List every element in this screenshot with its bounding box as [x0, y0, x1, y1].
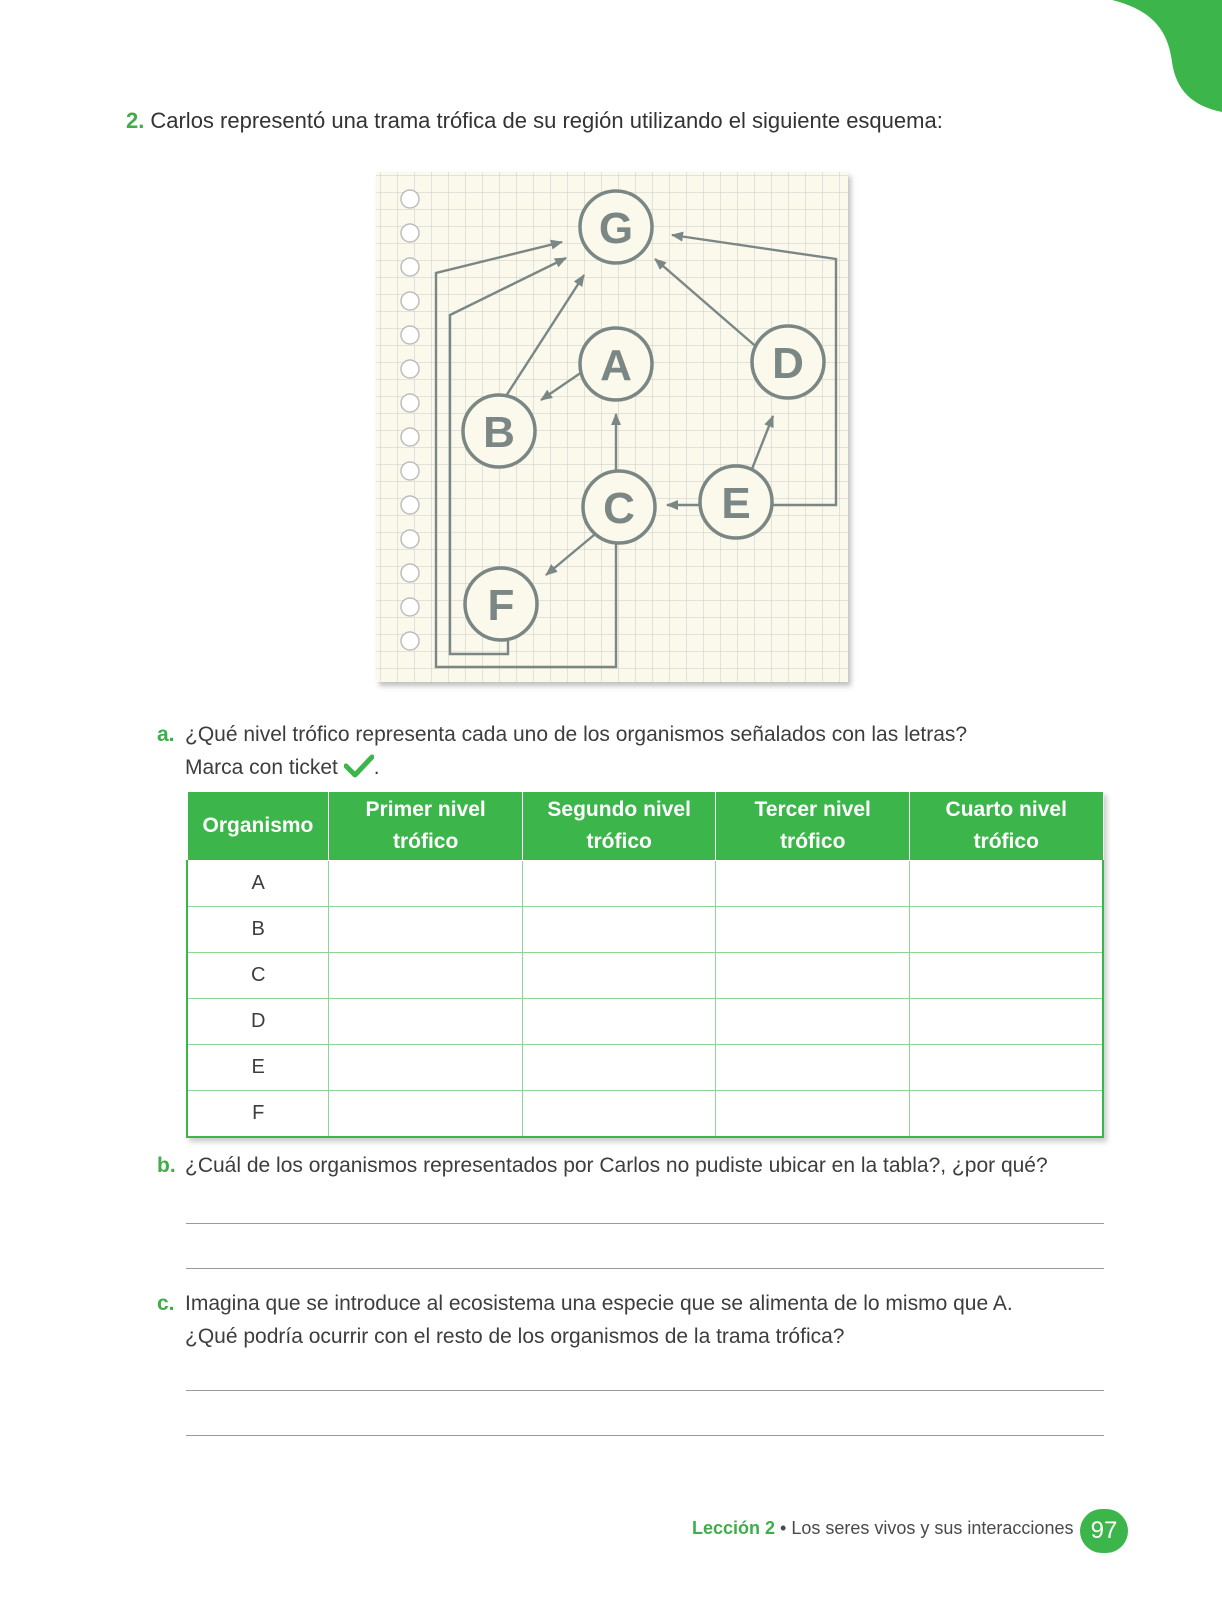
answer-cell[interactable]	[522, 1091, 716, 1138]
answer-cell[interactable]	[329, 907, 522, 953]
table-row	[187, 953, 1103, 999]
answer-cell[interactable]	[909, 999, 1103, 1045]
organism-label: F	[187, 1091, 329, 1138]
part-a	[157, 718, 967, 784]
header-organism: Organismo	[187, 792, 329, 861]
food-web-diagram	[376, 172, 848, 682]
answer-cell[interactable]	[716, 1045, 909, 1091]
page-footer	[692, 1518, 1073, 1539]
node-c	[583, 471, 655, 543]
answer-cell[interactable]	[522, 1045, 716, 1091]
answer-line-b1[interactable]	[186, 1223, 1104, 1224]
part-a-instruction: Marca con ticket	[185, 756, 338, 779]
answer-cell[interactable]	[909, 861, 1103, 907]
answer-cell[interactable]	[522, 953, 716, 999]
answer-cell[interactable]	[909, 953, 1103, 999]
table-row	[187, 1045, 1103, 1091]
answer-cell[interactable]	[716, 1091, 909, 1138]
organism-label: D	[187, 999, 329, 1045]
answer-line-c1[interactable]	[186, 1390, 1104, 1391]
part-b-question: ¿Cuál de los organismos representados por Carlos no pudiste ubicar en la tabla?, ¿por qué?	[185, 1154, 1048, 1177]
answer-cell[interactable]	[909, 1045, 1103, 1091]
organism-label: A	[187, 861, 329, 907]
header-level-2: Segundo nivel trófico	[522, 792, 716, 861]
answer-cell[interactable]	[716, 953, 909, 999]
organism-label: E	[187, 1045, 329, 1091]
answer-cell[interactable]	[329, 999, 522, 1045]
svg-text:E: E	[721, 479, 751, 528]
answer-cell[interactable]	[909, 1091, 1103, 1138]
answer-cell[interactable]	[329, 1091, 522, 1138]
footer-separator: •	[775, 1518, 792, 1538]
answer-cell[interactable]	[716, 907, 909, 953]
part-a-question: ¿Qué nivel trófico representa cada uno de los organismos señalados con las letras?	[185, 723, 968, 746]
answer-line-b2[interactable]	[186, 1268, 1104, 1269]
table-row	[187, 1091, 1103, 1138]
svg-text:G: G	[598, 204, 634, 253]
header-level-3: Tercer nivel trófico	[716, 792, 909, 861]
answer-cell[interactable]	[329, 861, 522, 907]
checkmark-icon	[344, 754, 374, 778]
answer-cell[interactable]	[716, 999, 909, 1045]
node-d	[752, 326, 824, 398]
answer-cell[interactable]	[522, 907, 716, 953]
trophic-level-table	[186, 791, 1104, 1138]
answer-line-c2[interactable]	[186, 1435, 1104, 1436]
node-e	[700, 466, 772, 538]
part-c-question-2: ¿Qué podría ocurrir con el resto de los organismos de la trama trófica?	[185, 1325, 845, 1348]
node-f	[465, 568, 537, 640]
part-c-letter: c.	[157, 1292, 175, 1315]
part-b	[157, 1149, 1048, 1182]
node-a	[580, 328, 652, 400]
organism-label: B	[187, 907, 329, 953]
lesson-label: Lección 2	[692, 1518, 776, 1538]
answer-cell[interactable]	[329, 953, 522, 999]
part-a-instruction-end: .	[373, 756, 380, 779]
part-b-letter: b.	[157, 1154, 176, 1177]
answer-cell[interactable]	[329, 1045, 522, 1091]
page-number: 97	[1080, 1509, 1128, 1553]
answer-cell[interactable]	[909, 907, 1103, 953]
svg-text:B: B	[483, 408, 515, 457]
answer-cell[interactable]	[716, 861, 909, 907]
table-row	[187, 907, 1103, 953]
answer-cell[interactable]	[522, 861, 716, 907]
header-level-1: Primer nivel trófico	[329, 792, 522, 861]
svg-text:C: C	[603, 484, 635, 533]
svg-text:D: D	[772, 339, 804, 388]
table-row	[187, 861, 1103, 907]
node-g	[580, 191, 652, 263]
table-header-row	[187, 792, 1103, 861]
svg-text:A: A	[600, 341, 632, 390]
question-number: 2.	[126, 108, 145, 133]
organism-label: C	[187, 953, 329, 999]
part-c-question-1: Imagina que se introduce al ecosistema una especie que se alimenta de lo mismo que A.	[185, 1292, 1013, 1315]
part-a-letter: a.	[157, 723, 175, 746]
corner-decoration	[1112, 0, 1222, 112]
header-level-4: Cuarto nivel trófico	[909, 792, 1103, 861]
question-text: Carlos representó una trama trófica de su región utilizando el siguiente esquema:	[150, 108, 943, 133]
lesson-title: Los seres vivos y sus interacciones	[791, 1518, 1074, 1538]
question-title	[126, 108, 943, 134]
node-b	[463, 395, 535, 467]
table-row	[187, 999, 1103, 1045]
answer-cell[interactable]	[522, 999, 716, 1045]
part-c	[157, 1287, 1013, 1353]
svg-text:F: F	[487, 581, 515, 630]
